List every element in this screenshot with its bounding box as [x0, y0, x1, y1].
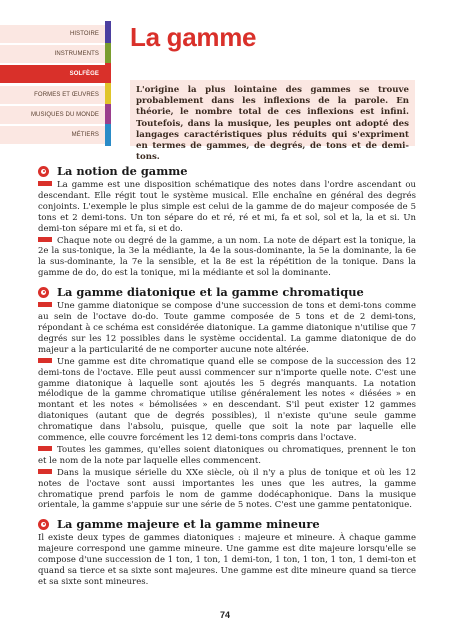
- paragraph: Une gamme est dite chromatique quand elle se compose de la succession des 12 demi-tons de l'octave. Elle peut aussi commencer sur n'importe quelle note. C'est une gamme diatonique à laquelle sont ajoutés les 5 degrés manquants. La notation mélodique de la gamme chromatique utilise généralement les notes « diésées » en montant et les notes « bémolisées » en descendant. S'il peut exister 12 gammes diatoniques (autant que de degrés possibles), il n'existe qu'une seule gamme chromatique dans l'absolu, puisque, quelle que soit la note par laquelle elle commence, elle couvre forcément les 12 demi-tons compris dans l'octave.: [38, 356, 416, 444]
- paragraph: Dans la musique sérielle du XXe siècle, où il n'y a plus de tonique et où les 12 notes de l'octave sont aussi importantes les unes que les autres, la gamme chromatique prend parfois le nom de gamme dodécaphonique. Dans la musique orientale, la gamme s'appuie sur une série de 5 notes. C'est une gamme pentatonique.: [38, 467, 416, 511]
- nav-color-strip-1: [105, 21, 111, 43]
- nav-item-histoire[interactable]: HISTOIRE: [0, 24, 105, 43]
- disc-bullet-icon: [38, 287, 49, 298]
- paragraph-marker-icon: [38, 237, 52, 242]
- nav-color-strip-4: [105, 83, 111, 104]
- section-title: La gamme majeure et la gamme mineure: [57, 517, 320, 532]
- paragraph: Chaque note ou degré de la gamme, a un nom. La note de départ est la tonique, la 2e la sus-tonique, la 3e la médiante, la 4e la sous-dominante, la 5e la dominante, la 6e la sus-dominante, la 7e la sensible, et la 8e est la répétition de la tonique. Dans la gamme de do, do est la tonique, mi la médiante et sol la dominante.: [38, 235, 416, 279]
- paragraph-marker-icon: [38, 181, 52, 186]
- page-title: La gamme: [130, 22, 257, 52]
- nav-color-strip-3: [105, 63, 111, 83]
- nav-item-instruments[interactable]: INSTRUMENTS: [0, 44, 105, 63]
- paragraph: Il existe deux types de gammes diatoniques : majeure et mineure. À chaque gamme majeure correspond une gamme mineure. Une gamme est dite majeure lorsqu'elle se compose d'une succession de 1 ton, 1 ton, 1 demi-ton, 1 ton, 1 ton, 1 ton, 1 demi-ton et quand sa tierce et sa sixte sont majeures. Une gamme est dite mineure quand sa tierce et sa sixte sont mineures.: [38, 533, 416, 587]
- nav-item-solfege[interactable]: SOLFÈGE: [0, 64, 105, 83]
- nav-color-strip-5: [105, 104, 111, 124]
- section-title: La gamme diatonique et la gamme chromatique: [57, 285, 364, 300]
- section-title: La notion de gamme: [57, 164, 188, 178]
- paragraph: Une gamme diatonique se compose d'une succession de tons et demi-tons comme au sein de l'octave do-do. Toute gamme composée de 5 tons et de 2 demi-tons, répondant à ce schéma est considérée diatonique. La gamme diatonique n'utilise que 7 degrés sur les 12 possibles dans le système occidental. La gamme diatonique de do majeur a la particularité de ne comporter aucune note altérée.: [38, 301, 416, 355]
- paragraph: La gamme est une disposition schématique des notes dans l'ordre ascendant ou descendant. Elle régit tout le système musical. Elle enchaîne en général des degrés conjoints. L'exemple le plus simple est celui de la gamme de do majeur composée de 5 tons et 2 demi-tons. Un ton sépare do et ré, ré et mi, fa et sol, sol et la, la et si. Un demi-ton sépare mi et fa, si et do.: [38, 180, 416, 234]
- section-heading: [38, 164, 416, 178]
- disc-bullet-icon: [38, 166, 49, 177]
- nav-item-metiers[interactable]: MÉTIERS: [0, 125, 105, 144]
- paragraph-marker-icon: [38, 469, 52, 474]
- paragraph-marker-icon: [38, 358, 52, 363]
- section-heading: [38, 285, 416, 299]
- main-content: [38, 164, 416, 589]
- nav-color-strip-6: [105, 124, 111, 146]
- section-heading: [38, 517, 416, 531]
- paragraph-marker-icon: [38, 302, 52, 307]
- nav-item-formes-et-oeuvres[interactable]: FORMES ET ŒUVRES: [0, 85, 105, 104]
- page-number: 74: [219, 610, 230, 620]
- nav-color-strip-2: [105, 43, 111, 63]
- nav-item-musiques-du-monde[interactable]: MUSIQUES DU MONDE: [0, 105, 105, 124]
- paragraph: Toutes les gammes, qu'elles soient diatoniques ou chromatiques, prennent le ton et le nom de la note par laquelle elles commencent.: [38, 444, 416, 466]
- disc-bullet-icon: [38, 519, 49, 530]
- paragraph-marker-icon: [38, 446, 52, 451]
- intro-box: L'origine la plus lointaine des gammes se trouve probablement dans les inflexions de la parole. En théorie, le nombre total de ces inflexions est infini. Toutefois, dans la musique, les peuples ont adopté des langages caractéristiques plus réduits qui s'expriment en termes de gammes, de degrés, de tons et de demi-tons.: [130, 80, 415, 146]
